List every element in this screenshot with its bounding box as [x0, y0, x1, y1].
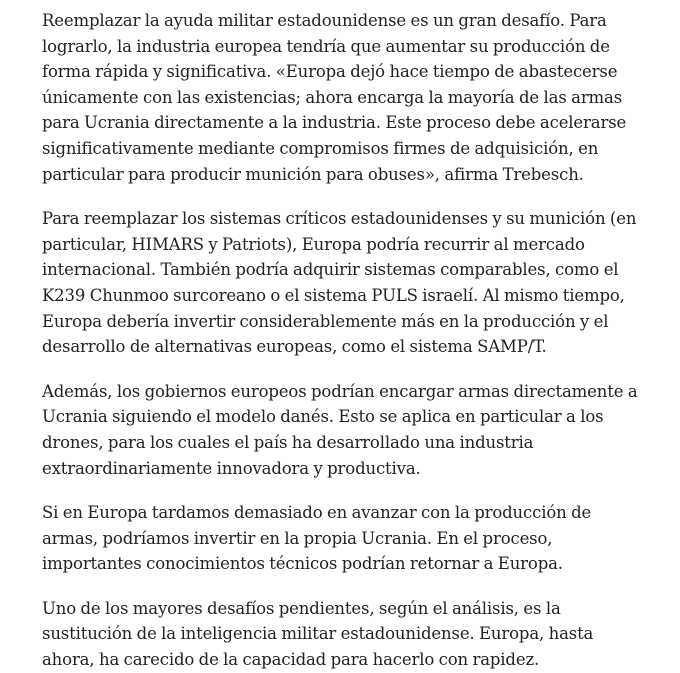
- paragraph-danish-model: Además, los gobiernos europeos podrían encargar armas directamente a Ucrania siguiendo el modelo danés. Esto se aplica en particular a los drones, para los cuales el país ha desarrollado una industria extraordinariamente innovadora y productiva.: [42, 381, 638, 478]
- paragraph-military-intelligence: Uno de los mayores desafíos pendientes, según el análisis, es la sustitución de la inteligencia militar estadounidense. Europa, hasta ahora, ha carecido de la capacidad para hacerlo con rapidez.: [42, 598, 594, 670]
- paragraph-critical-systems: Para reemplazar los sistemas críticos estadounidenses y su munición (en particular, HIMARS y Patriots), Europa podría recurrir al mercado internacional. También podría adquirir sistemas comparables, como el K239 Chunmoo surcoreano o el sistema PULS israelí. Al mismo tiempo, Europa debería invertir considerablemente más en la producción y el desarrollo de alternativas europeas, como el sistema SAMP/T.: [42, 209, 637, 357]
- paragraph-replacing-us-aid: Reemplazar la ayuda militar estadounidense es un gran desafío. Para lograrlo, la industria europea tendría que aumentar su producción de forma rápida y significativa. «Europa dejó hace tiempo de abastecerse únicamente con las existencias; ahora encarga la mayoría de las armas para Ucrania directamente a la industria. Este proceso debe acelerarse significativamente mediante compromisos firmes de adquisición, en particular para producir munición para obuses», afirma Trebesch.: [42, 11, 627, 184]
- paragraph-invest-in-ukraine: Si en Europa tardamos demasiado en avanzar con la producción de armas, podríamos invertir en la propia Ucrania. En el proceso, importantes conocimientos técnicos podrían retornar a Europa.: [42, 503, 592, 574]
